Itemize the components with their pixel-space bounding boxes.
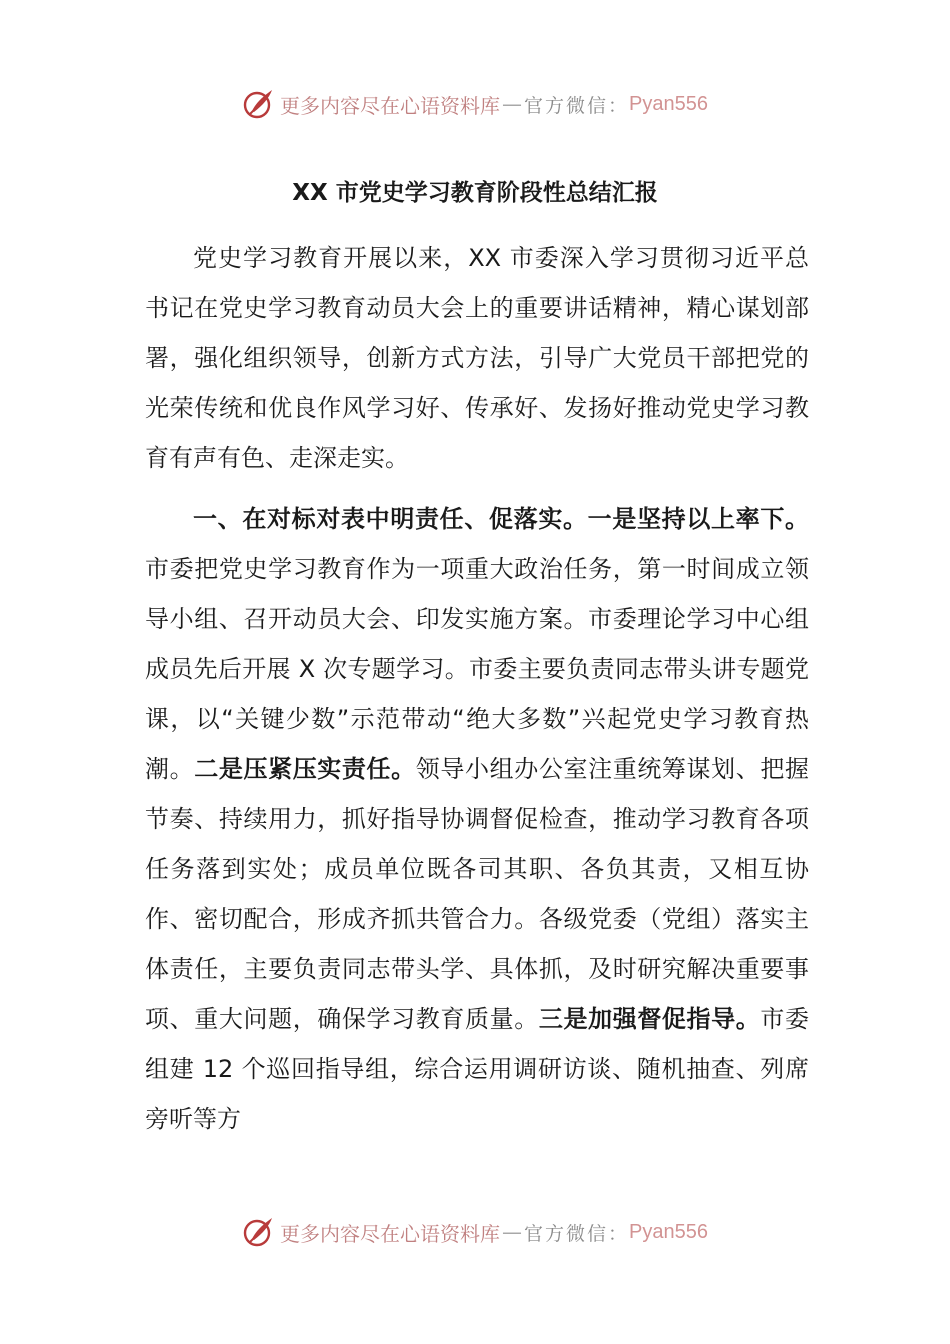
- quill-logo-icon: [242, 87, 276, 121]
- point-1-title: 一是坚持以上率下。: [587, 505, 810, 533]
- point-2-text: 领导小组办公室注重统筹谋划、把握节奏、持续用力，抓好指导协调督促检查，推动学习教育各项任务落到实处；成员单位既各司其职、各负其责，又相互协作、密切配合，形成齐抓共管合力。各级党委（党组）落实主体责任，主要负责同志带头学、具体抓，及时研究解决重要事项、重大问题，确保学习教育质量。: [145, 755, 810, 1033]
- section-heading: 一、在对标对表中明责任、促落实。: [193, 505, 588, 533]
- watermark-wechat-id: Pyan556: [629, 1220, 708, 1243]
- document-title: XX 市党史学习教育阶段性总结汇报: [292, 180, 658, 206]
- watermark-banner-top: [0, 84, 950, 124]
- watermark-wechat-id: Pyan556: [629, 92, 708, 115]
- point-2-title: 二是压紧压实责任。: [194, 755, 416, 783]
- paragraph-section-one: [145, 494, 809, 1144]
- watermark-separator: —: [502, 92, 522, 116]
- watermark-main-text: 更多内容尽在心语资料库: [280, 93, 500, 118]
- point-3-text: 市委组建 12 个巡回指导组，综合运用调研访谈、随机抽查、列席旁听等方: [145, 1005, 810, 1133]
- watermark-banner-bottom: [0, 1212, 950, 1252]
- watermark-main-text: 更多内容尽在心语资料库: [280, 1221, 500, 1246]
- paragraph-intro: 党史学习教育开展以来，XX 市委深入学习贯彻习近平总书记在党史学习教育动员大会上的重要讲话精神，精心谋划部署，强化组织领导，创新方式方法，引导广大党员干部把党的光荣传统和优良作风学习好、传承好、发扬好推动党史学习教育有声有色、走深走实。: [145, 244, 809, 472]
- watermark-separator: —: [502, 1220, 522, 1244]
- quill-logo-icon: [242, 1215, 276, 1249]
- point-1-text: 市委把党史学习教育作为一项重大政治任务，第一时间成立领导小组、召开动员大会、印发实施方案。市委理论学习中心组成员先后开展 X 次专题学习。市委主要负责同志带头讲专题党课，以“关键少数”示范带动“绝大多数”兴起党史学习教育热潮。: [145, 555, 809, 783]
- watermark-sub-text: 官方微信：: [524, 1222, 630, 1245]
- point-3-title: 三是加强督促指导。: [538, 1005, 761, 1033]
- watermark-sub-text: 官方微信：: [524, 94, 630, 117]
